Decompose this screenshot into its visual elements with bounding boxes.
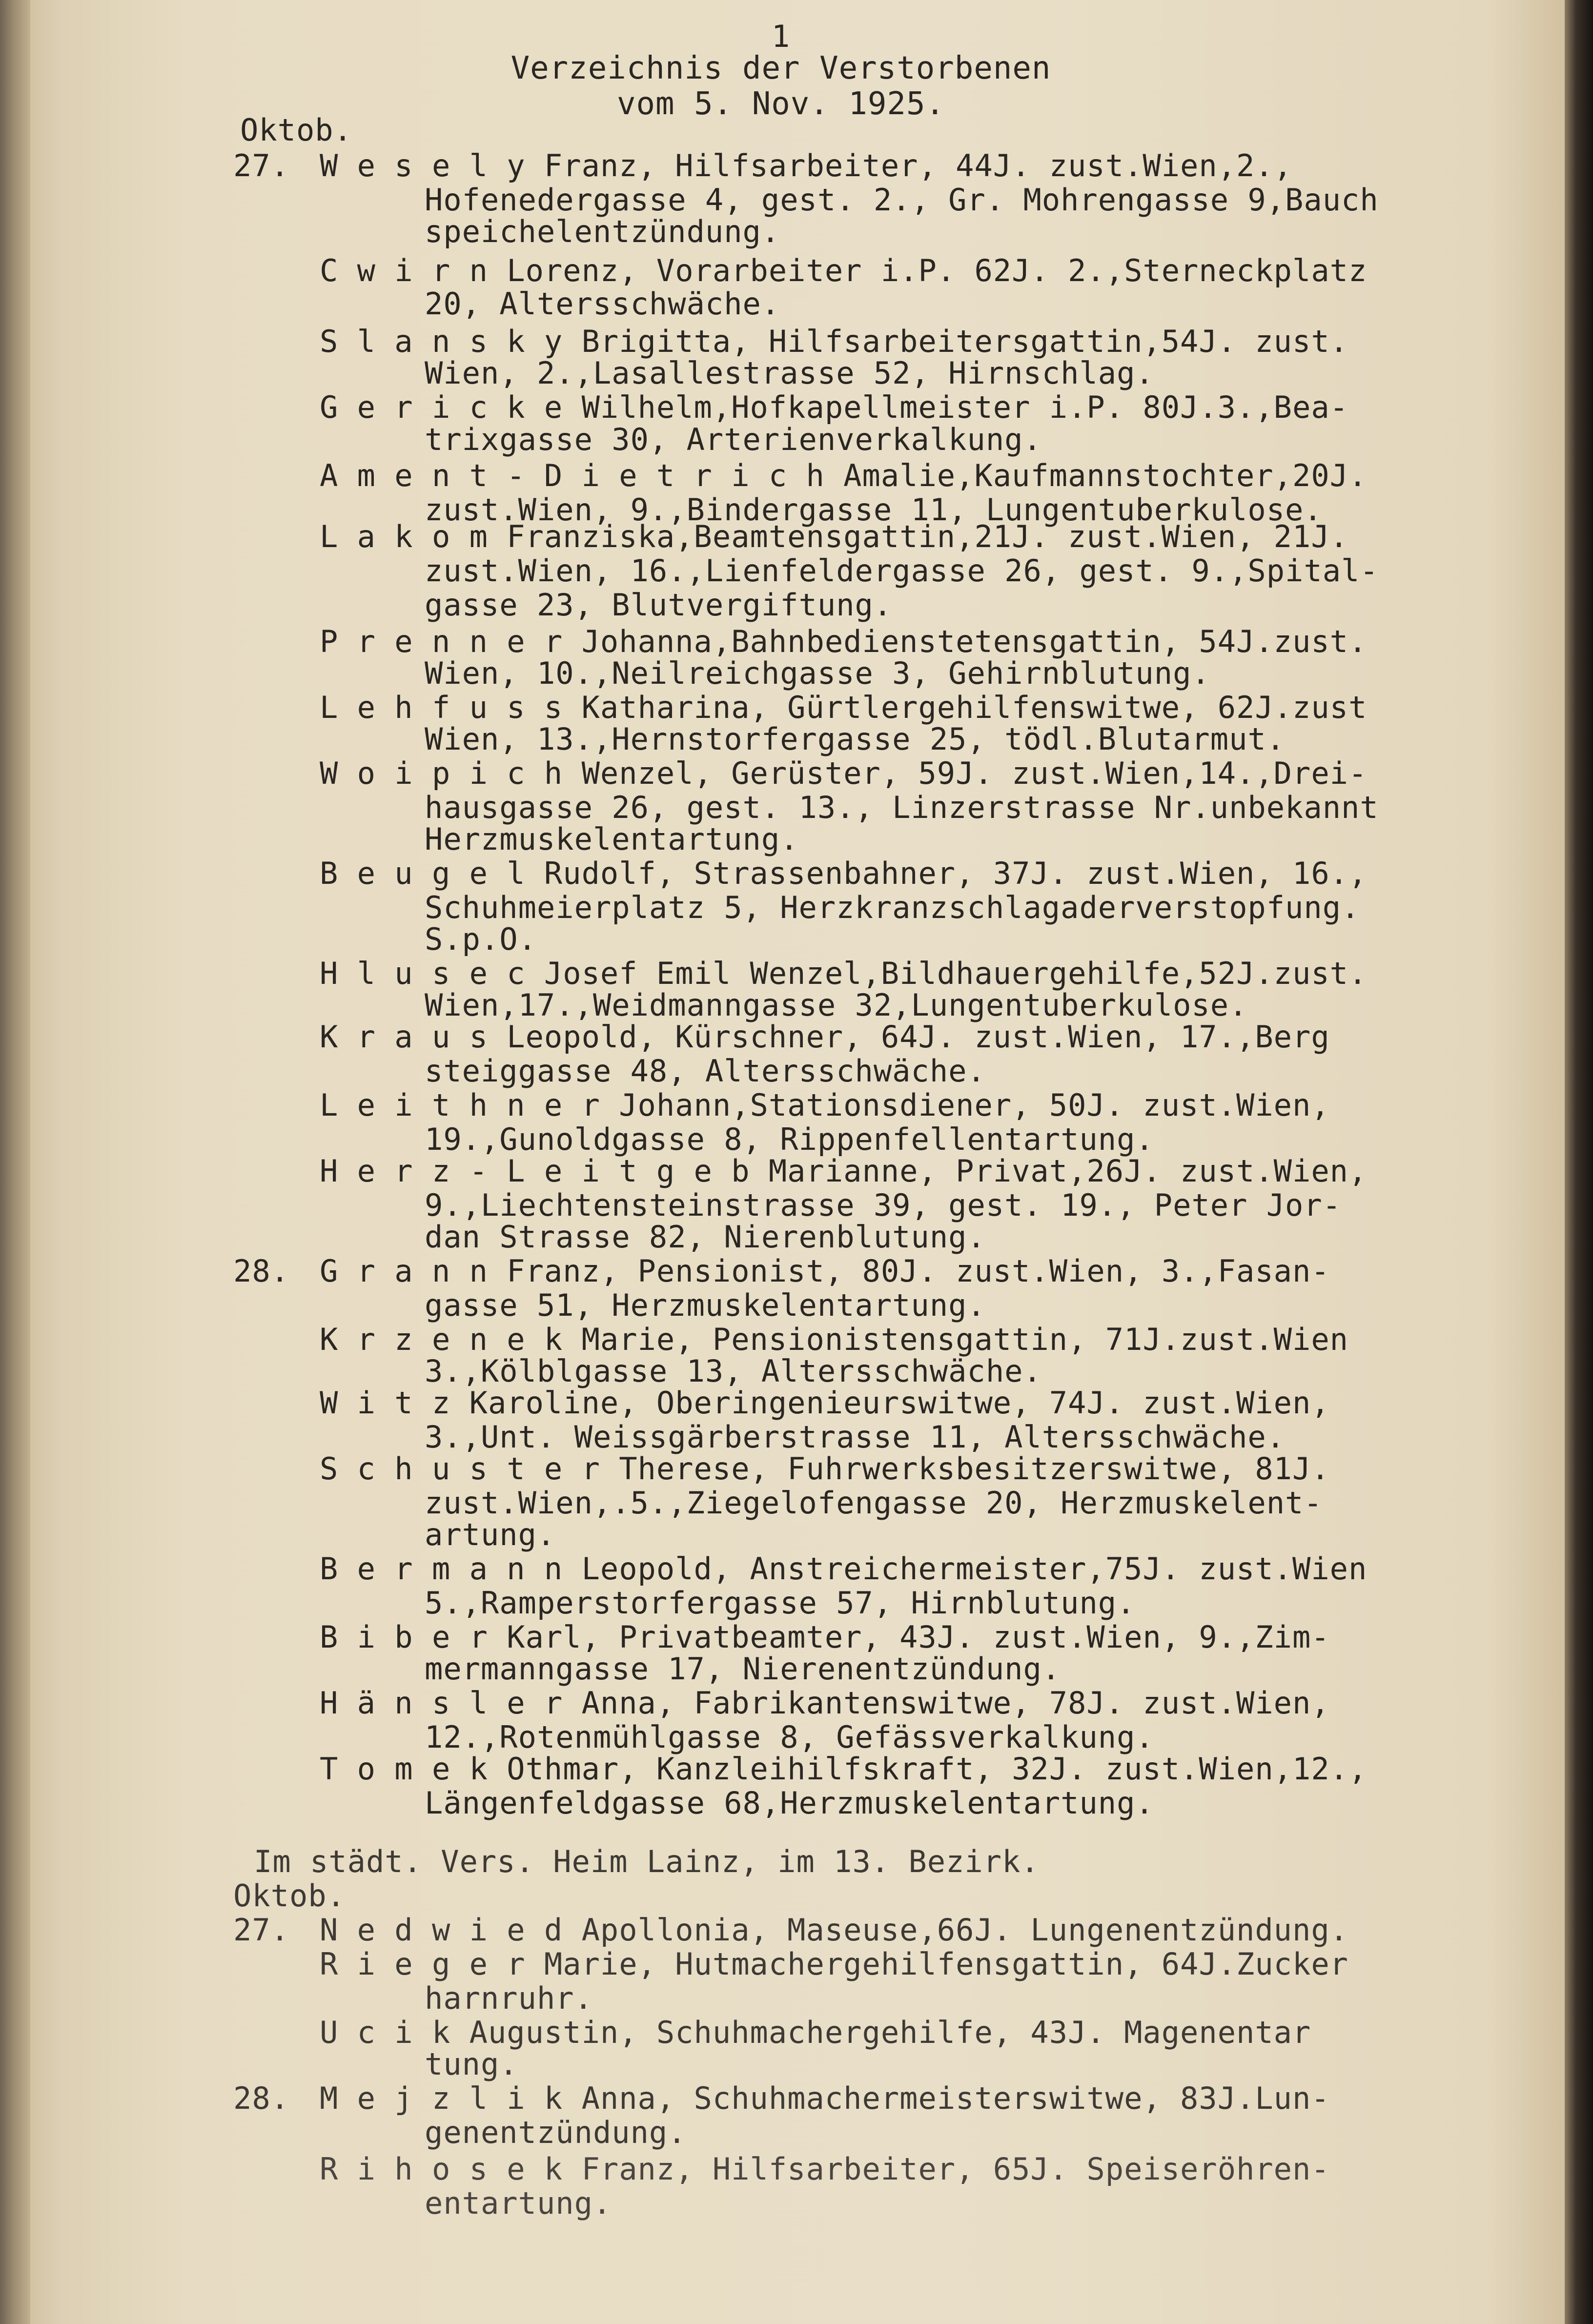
- page-edge: [1565, 0, 1593, 2324]
- entry-line: 9.,Liechtensteinstrasse 39, gest. 19., Peter Jor-: [425, 1187, 1342, 1223]
- entry-line: W o i p i c h Wenzel, Gerüster, 59J. zust.Wien,14.,Drei-: [320, 755, 1368, 791]
- entry-line: L e h f u s s Katharina, Gürtlergehilfenswitwe, 62J.zust: [320, 690, 1368, 725]
- entry-line: H ä n s l e r Anna, Fabrikantenswitwe, 78J. zust.Wien,: [320, 1685, 1330, 1721]
- entry-line: B e r m a n n Leopold, Anstreichermeister,75J. zust.Wien: [320, 1551, 1368, 1587]
- entry-line: steiggasse 48, Altersschwäche.: [425, 1053, 986, 1089]
- entry-line: genentzündung.: [425, 2115, 687, 2150]
- entry-line: zust.Wien, 9.,Bindergasse 11, Lungentuberkulose.: [425, 492, 1323, 528]
- entry-line: R i e g e r Marie, Hutmachergehilfensgattin, 64J.Zucker: [320, 1946, 1348, 1982]
- entry-line: Hofenedergasse 4, gest. 2., Gr. Mohrengasse 9,Bauch: [425, 182, 1379, 218]
- document-subtitle: vom 5. Nov. 1925.: [616, 86, 945, 122]
- entry-line: T o m e k Othmar, Kanzleihilfskraft, 32J. zust.Wien,12.,: [320, 1751, 1368, 1787]
- entry-date: 27.: [233, 148, 289, 183]
- entry-line: U c i k Augustin, Schuhmachergehilfe, 43J. Magenentar: [320, 2015, 1311, 2050]
- entry-line: B i b e r Karl, Privatbeamter, 43J. zust.Wien, 9.,Zim-: [320, 1619, 1330, 1655]
- entry-line: 12.,Rotenmühlgasse 8, Gefässverkalkung.: [425, 1719, 1154, 1755]
- entry-line: 3.,Unt. Weissgärberstrasse 11, Altersschwäche.: [425, 1419, 1286, 1455]
- entry-line: gasse 51, Herzmuskelentartung.: [425, 1287, 986, 1323]
- page-number: 1: [771, 19, 791, 54]
- document-title: Verzeichnis der Verstorbenen: [511, 50, 1051, 86]
- entry-line: B e u g e l Rudolf, Strassenbahner, 37J. zust.Wien, 16.,: [320, 856, 1368, 891]
- entry-line: mermanngasse 17, Nierenentzündung.: [425, 1651, 1061, 1687]
- entry-line: dan Strasse 82, Nierenblutung.: [425, 1219, 986, 1255]
- entry-line: S c h u s t e r Therese, Fuhrwerksbesitzerswitwe, 81J.: [320, 1451, 1330, 1487]
- entry-line: G e r i c k e Wilhelm,Hofkapellmeister i.P. 80J.3.,Bea-: [320, 389, 1348, 425]
- entry-line: S l a n s k y Brigitta, Hilfsarbeitersgattin,54J. zust.: [320, 324, 1348, 359]
- entry-line: 3.,Kölblgasse 13, Altersschwäche.: [425, 1353, 1042, 1389]
- entry-line: 20, Altersschwäche.: [425, 286, 780, 322]
- entry-line: entartung.: [425, 2185, 612, 2221]
- entry-line: Wien,17.,Weidmanngasse 32,Lungentuberkulose.: [425, 987, 1248, 1023]
- entry-line: L a k o m Franziska,Beamtensgattin,21J. zust.Wien, 21J.: [320, 519, 1348, 554]
- entry-line: 19.,Gunoldgasse 8, Rippenfellentartung.: [425, 1121, 1154, 1157]
- entry-line: gasse 23, Blutvergiftung.: [425, 587, 893, 623]
- entry-line: Wien, 10.,Neilreichgasse 3, Gehirnblutung.: [425, 655, 1210, 691]
- month-label: Oktob.: [240, 112, 352, 148]
- entry-line: W e s e l y Franz, Hilfsarbeiter, 44J. zust.Wien,2.,: [320, 148, 1293, 183]
- entry-line: K r z e n e k Marie, Pensionistensgattin, 71J.zust.Wien: [320, 1322, 1348, 1357]
- entry-line: zust.Wien,.5.,Ziegelofengasse 20, Herzmuskelent-: [425, 1485, 1323, 1521]
- entry-line: K r a u s Leopold, Kürschner, 64J. zust.Wien, 17.,Berg: [320, 1019, 1330, 1055]
- entry-line: trixgasse 30, Arterienverkalkung.: [425, 422, 1042, 457]
- entry-date: 28.: [233, 2080, 289, 2116]
- entry-line: Längenfeldgasse 68,Herzmuskelentartung.: [425, 1785, 1154, 1821]
- entry-line: N e d w i e d Apollonia, Maseuse,66J. Lungenentzündung.: [320, 1912, 1348, 1948]
- entry-line: Wien, 13.,Hernstorfergasse 25, tödl.Blutarmut.: [425, 721, 1286, 757]
- entry-line: harnruhr.: [425, 1980, 593, 2016]
- entry-line: 5.,Ramperstorfergasse 57, Hirnblutung.: [425, 1585, 1136, 1621]
- entry-line: Wien, 2.,Lasallestrasse 52, Hirnschlag.: [425, 355, 1154, 391]
- entry-line: G r a n n Franz, Pensionist, 80J. zust.Wien, 3.,Fasan-: [320, 1253, 1330, 1289]
- entry-line: artung.: [425, 1517, 556, 1552]
- entry-line: R i h o s e k Franz, Hilfsarbeiter, 65J. Speiseröhren-: [320, 2151, 1330, 2187]
- entry-line: C w i r n Lorenz, Vorarbeiter i.P. 62J. 2.,Sterneckplatz: [320, 253, 1368, 288]
- section-heading: Im städt. Vers. Heim Lainz, im 13. Bezirk.: [254, 1844, 1040, 1879]
- entry-date: 28.: [233, 1253, 289, 1289]
- entry-line: P r e n n e r Johanna,Bahnbedienstetensgattin, 54J.zust.: [320, 624, 1368, 659]
- entry-line: H e r z - L e i t g e b Marianne, Privat,26J. zust.Wien,: [320, 1153, 1368, 1189]
- entry-line: zust.Wien, 16.,Lienfeldergasse 26, gest. 9.,Spital-: [425, 553, 1379, 589]
- entry-line: M e j z l i k Anna, Schuhmachermeisterswitwe, 83J.Lun-: [320, 2080, 1330, 2116]
- entry-line: W i t z Karoline, Oberingenieurswitwe, 74J. zust.Wien,: [320, 1385, 1330, 1421]
- entry-line: L e i t h n e r Johann,Stationsdiener, 50J. zust.Wien,: [320, 1087, 1330, 1123]
- book-binding: [0, 0, 30, 2324]
- entry-line: S.p.O.: [425, 921, 537, 957]
- entry-line: tung.: [425, 2046, 518, 2082]
- entry-line: hausgasse 26, gest. 13., Linzerstrasse Nr.unbekannt: [425, 790, 1379, 825]
- entry-line: Herzmuskelentartung.: [425, 821, 799, 857]
- entry-line: Schuhmeierplatz 5, Herzkranzschlagaderverstopfung.: [425, 890, 1360, 925]
- entry-line: H l u s e c Josef Emil Wenzel,Bildhauergehilfe,52J.zust.: [320, 956, 1368, 991]
- entry-date: 27.: [233, 1912, 289, 1948]
- entry-line: speichelentzündung.: [425, 214, 780, 249]
- month-label: Oktob.: [233, 1878, 346, 1914]
- entry-line: A m e n t - D i e t r i c h Amalie,Kaufmannstochter,20J.: [320, 458, 1368, 493]
